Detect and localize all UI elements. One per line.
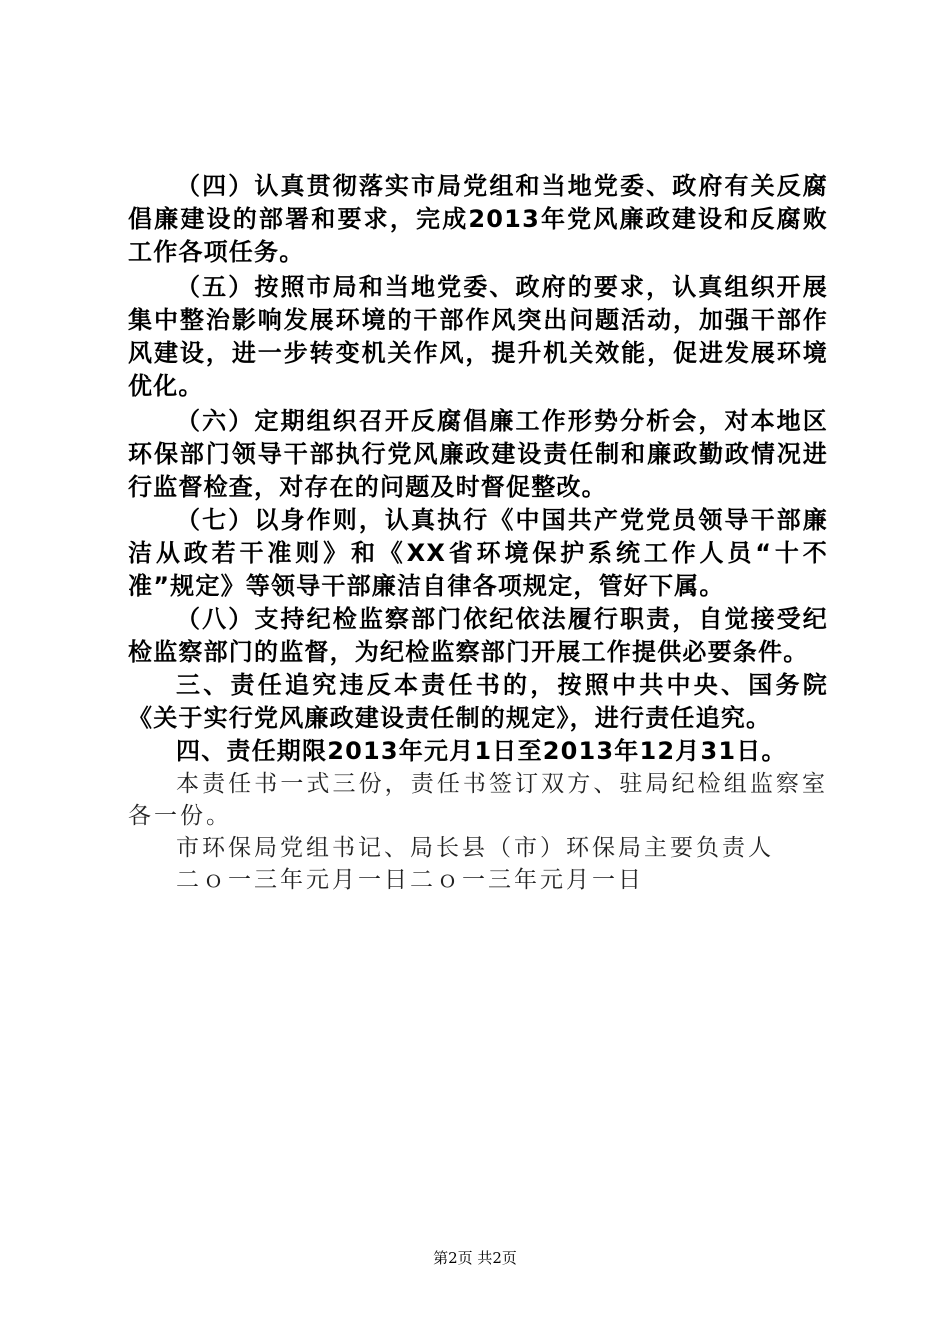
page-number-footer: 第2页 共2页 — [433, 1249, 517, 1267]
paragraph-item-6: （六）定期组织召开反腐倡廉工作形势分析会，对本地区环保部门领导干部执行党风廉政建设责任制和廉政勤政情况进行监督检查，对存在的问题及时督促整改。 — [128, 407, 828, 501]
paragraph-item-4: （四）认真贯彻落实市局党组和当地党委、政府有关反腐倡廉建设的部署和要求，完成2013年党风廉政建设和反腐败工作各项任务。 — [128, 172, 828, 266]
paragraph-item-8: （八）支持纪检监察部门依纪依法履行职责，自觉接受纪检监察部门的监督，为纪检监察部门开展工作提供必要条件。 — [128, 605, 828, 666]
document-body — [128, 170, 828, 896]
section-term: 四、责任期限2013年元月1日至2013年12月31日。 — [176, 737, 787, 765]
paragraph-item-7: （七）以身作则，认真执行《中国共产党党员领导干部廉洁从政若干准则》和《XX省环境保护系统工作人员“十不准”规定》等领导干部廉洁自律各项规定，管好下属。 — [128, 506, 828, 600]
paragraph-item-5: （五）按照市局和当地党委、政府的要求，认真组织开展集中整治影响发展环境的干部作风突出问题活动，加强干部作风建设，进一步转变机关作风，提升机关效能，促进发展环境优化。 — [128, 273, 828, 400]
copies-statement: 本责任书一式三份，责任书签订双方、驻局纪检组监察室各一份。 — [128, 771, 828, 829]
section-accountability: 三、责任追究违反本责任书的，按照中共中央、国务院《关于实行党风廉政建设责任制的规定》，进行责任追究。 — [128, 671, 828, 732]
signing-dates-line: 二ｏ一三年元月一日二ｏ一三年元月一日 — [176, 867, 644, 893]
signatories-line: 市环保局党组书记、局长县（市）环保局主要负责人 — [176, 835, 774, 861]
